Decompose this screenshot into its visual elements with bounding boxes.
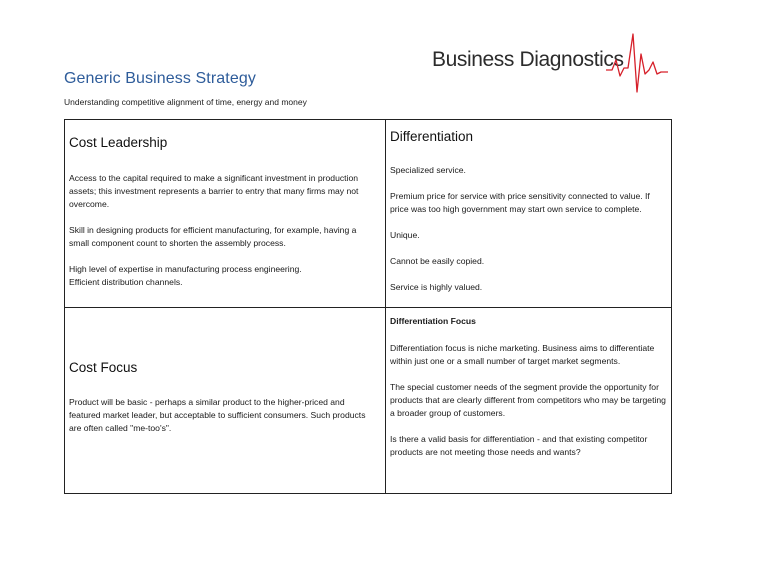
cost-focus-heading: Cost Focus: [69, 360, 138, 375]
logo-text: Business Diagnostics: [432, 48, 624, 71]
business-diagnostics-logo: [432, 32, 672, 92]
page-title: Generic Business Strategy: [64, 70, 256, 87]
strategy-matrix: [64, 119, 672, 494]
differentiation-focus-body: [390, 342, 668, 459]
page-subtitle: Understanding competitive alignment of time, energy and money: [64, 97, 307, 107]
cost-leadership-body: [69, 172, 369, 289]
cost-leadership-cell: [69, 120, 381, 306]
paragraph: Skill in designing products for efficient manufacturing, for example, having a small component count to shorten the assembly process.: [69, 225, 357, 248]
paragraph: Cannot be easily copied.: [390, 256, 485, 266]
differentiation-body: [390, 164, 668, 294]
differentiation-cell: [390, 120, 670, 306]
cost-focus-body: [69, 396, 369, 435]
paragraph: Service is highly valued.: [390, 282, 483, 292]
paragraph: Unique.: [390, 230, 420, 240]
paragraph: Premium price for service with price sensitivity connected to value. If price was too high government may start own service to complete.: [390, 191, 650, 214]
paragraph: Product will be basic - perhaps a similar product to the higher-priced and featured market leader, but acceptable to sufficient consumers. Such products are often called "me-too's".: [69, 397, 366, 433]
differentiation-focus-heading: Differentiation Focus: [390, 316, 476, 326]
paragraph: Is there a valid basis for differentiation - and that existing competitor products are not meeting those needs and wants?: [390, 434, 648, 457]
differentiation-heading: Differentiation: [390, 129, 474, 144]
paragraph: The special customer needs of the segment provide the opportunity for products that are clearly different from competitors who may be targeting a broader group of customers.: [390, 382, 666, 418]
paragraph: Specialized service.: [390, 165, 466, 175]
paragraph: High level of expertise in manufacturing process engineering.: [69, 264, 302, 274]
paragraph: Access to the capital required to make a significant investment in production assets; this investment represents a barrier to entry that many firms may not overcome.: [69, 173, 359, 209]
paragraph: Differentiation focus is niche marketing. Business aims to differentiate within just one or a small number of target market segments.: [390, 343, 655, 366]
heartbeat-pulse-icon: [606, 32, 672, 94]
differentiation-focus-cell: [390, 308, 670, 494]
paragraph: Efficient distribution channels.: [69, 277, 183, 287]
cost-focus-cell: [69, 308, 381, 494]
cost-leadership-heading: Cost Leadership: [69, 135, 168, 150]
